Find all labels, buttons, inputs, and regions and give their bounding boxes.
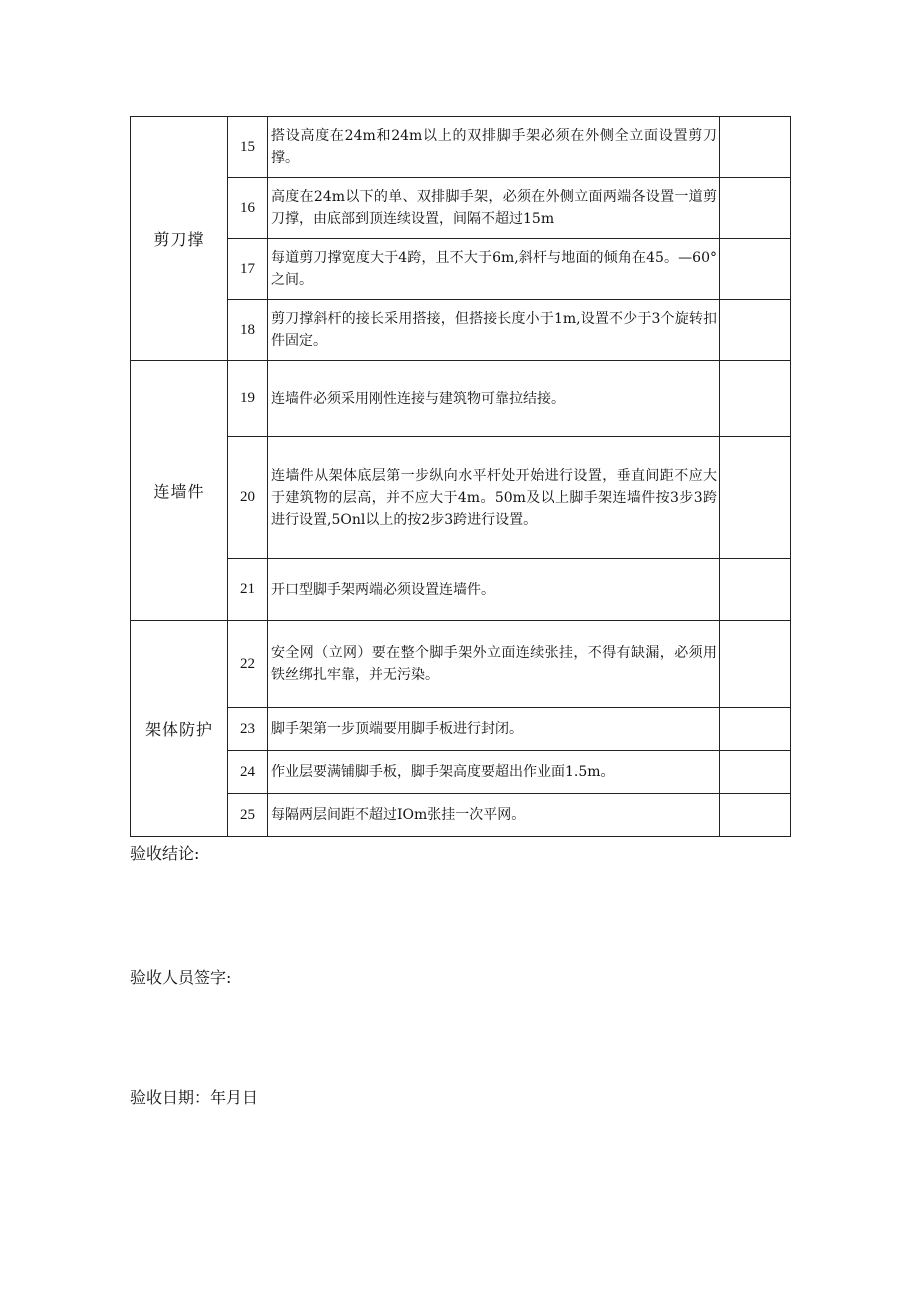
item-number: 15 (228, 117, 268, 178)
item-content: 每隔两层间距不超过IOm张挂一次平网。 (268, 794, 720, 837)
result-cell[interactable] (720, 117, 791, 178)
result-cell[interactable] (720, 621, 791, 708)
acceptance-date-label: 验收日期：年月日 (130, 1088, 259, 1107)
table-row (131, 361, 791, 437)
item-number: 21 (228, 559, 268, 621)
table-row (131, 751, 791, 794)
table-row (131, 178, 791, 239)
table-row (131, 239, 791, 300)
result-cell[interactable] (720, 708, 791, 751)
table-row (131, 117, 791, 178)
acceptance-conclusion-label: 验收结论: (130, 844, 200, 863)
item-number: 20 (228, 437, 268, 559)
item-content: 连墙件必须采用刚性连接与建筑物可靠拉结接。 (268, 361, 720, 437)
item-content: 连墙件从架体底层第一步纵向水平杆处开始进行设置，垂直间距不应大于建筑物的层高，并不应大于4m。50m及以上脚手架连墙件按3步3跨进行设置,5Onl以上的按2步3跨进行设置。 (268, 437, 720, 559)
item-number: 18 (228, 300, 268, 361)
result-cell[interactable] (720, 559, 791, 621)
item-content: 开口型脚手架两端必须设置连墙件。 (268, 559, 720, 621)
category-cell: 连墙件 (131, 361, 228, 621)
item-number: 16 (228, 178, 268, 239)
result-cell[interactable] (720, 437, 791, 559)
table-row (131, 300, 791, 361)
table-row (131, 437, 791, 559)
category-cell: 架体防护 (131, 621, 228, 837)
inspection-table (130, 116, 791, 837)
item-number: 23 (228, 708, 268, 751)
table-row (131, 621, 791, 708)
category-cell: 剪刀撑 (131, 117, 228, 361)
item-content: 作业层要满铺脚手板，脚手架高度要超出作业面1.5m。 (268, 751, 720, 794)
table-row (131, 708, 791, 751)
result-cell[interactable] (720, 361, 791, 437)
result-cell[interactable] (720, 794, 791, 837)
item-content: 每道剪刀撑宽度大于4跨，且不大于6m,斜杆与地面的倾角在45。—60°之间。 (268, 239, 720, 300)
item-content: 高度在24m以下的单、双排脚手架，必须在外侧立面两端各设置一道剪刀撑，由底部到顶连续设置，间隔不超过15m (268, 178, 720, 239)
item-content: 脚手架第一步顶端要用脚手板进行封闭。 (268, 708, 720, 751)
item-number: 25 (228, 794, 268, 837)
result-cell[interactable] (720, 239, 791, 300)
result-cell[interactable] (720, 751, 791, 794)
item-number: 17 (228, 239, 268, 300)
item-number: 22 (228, 621, 268, 708)
acceptance-signature-label: 验收人员签字: (130, 968, 232, 987)
result-cell[interactable] (720, 300, 791, 361)
table-row (131, 559, 791, 621)
item-number: 24 (228, 751, 268, 794)
item-number: 19 (228, 361, 268, 437)
result-cell[interactable] (720, 178, 791, 239)
item-content: 安全网（立网）要在整个脚手架外立面连续张挂，不得有缺漏，必须用铁丝绑扎牢靠，并无污染。 (268, 621, 720, 708)
item-content: 搭设高度在24m和24m以上的双排脚手架必须在外侧全立面设置剪刀撑。 (268, 117, 720, 178)
table-row (131, 794, 791, 837)
item-content: 剪刀撑斜杆的接长采用搭接，但搭接长度小于1m,设置不少于3个旋转扣件固定。 (268, 300, 720, 361)
